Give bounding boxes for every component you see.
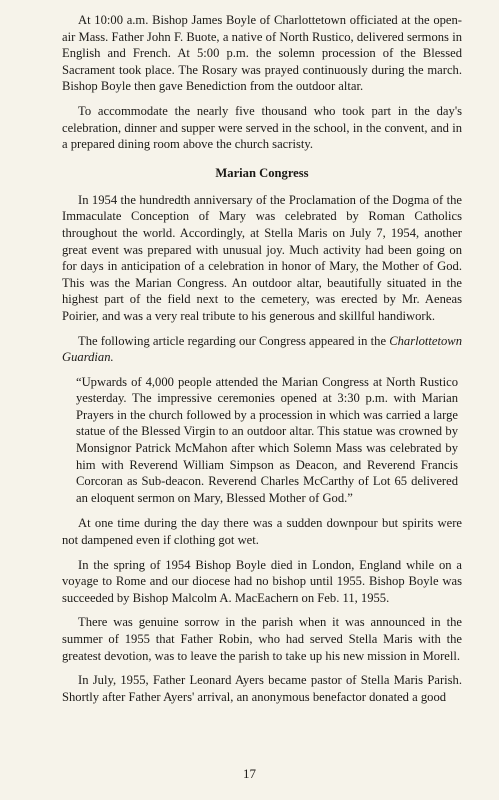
journal-title: Charlottetown Guardian. bbox=[62, 333, 462, 365]
article-intro-text: The following article regarding our Congress appeared in the bbox=[78, 333, 390, 348]
paragraph-downpour: At one time during the day there was a sudden downpour but spirits were not dampened even if clothing got wet. bbox=[62, 516, 462, 548]
body-text bbox=[62, 12, 462, 713]
paragraph-marian-congress: In 1954 the hundredth anniversary of the Proclamation of the Dogma of the Immaculate Conception of Mary was celebrated by Roman Catholics throughout the world. Accordingly, at Stella Maris on July 7, 1954, another great event was prepared with unusual joy. Much activity had been going on for days in anticipation of a celebration in honor of Mary, the Mother of God. This was the Marian Congress. An outdoor altar, beautifully situated in the highest part of the field next to the cemetery, was erected by Mr. Aeneas Poirier, and was a very real tribute to his generous and skillful handiwork. bbox=[62, 192, 462, 323]
section-heading: Marian Congress bbox=[215, 165, 309, 180]
page-number: 17 bbox=[243, 766, 256, 781]
paragraph-father-robin: There was genuine sorrow in the parish when it was announced in the summer of 1955 that Father Robin, who had served Stella Maris with the greatest devotion, was to leave the parish to take up his new mission in Morell. bbox=[62, 615, 462, 663]
paragraph-dinner: To accommodate the nearly five thousand who took part in the day's celebration, dinner and supper were served in the school, in the convent, and in a prepared dining room above the church sacristy. bbox=[62, 103, 462, 152]
paragraph-father-ayers: In July, 1955, Father Leonard Ayers became pastor of Stella Maris Parish. Shortly after Father Ayers' arrival, an anonymous benefactor donated a good bbox=[62, 673, 462, 704]
block-quote bbox=[62, 374, 462, 507]
paragraph-article-intro bbox=[62, 333, 462, 366]
paragraph-bishop-boyle: In the spring of 1954 Bishop Boyle died in London, England while on a voyage to Rome and our diocese had no bishop until 1955. Bishop Boyle was succeeded by Bishop Malcolm A. MacEachern on Feb. 11, 1955. bbox=[62, 557, 462, 605]
paragraph-open-air-mass: At 10:00 a.m. Bishop James Boyle of Charlottetown officiated at the open-air Mass. Father John F. Buote, a native of North Rustico, delivered sermons in English and French. At 5:00 p.m. the solemn procession of the Blessed Sacrament took place. The Rosary was prayed continuously during the march. Bishop Boyle then gave Benediction from the outdoor altar. bbox=[62, 13, 462, 94]
quote-text: “Upwards of 4,000 people attended the Marian Congress at North Rustico yesterday. The impressive ceremonies opened at 3:30 p.m. with Marian Prayers in the church followed by a procession in which was carried a large statue of the Blessed Virgin to an outdoor altar. This statue was crowned by Monsignor Patrick McMahon after which Solemn Mass was celebrated by him with Reverend William Simpson as Deacon, and Reverend Francis Corcoran as Sub-deacon. Reverend Charles McCarthy of Lot 65 delivered an eloquent sermon on Mary, Blessed Mother of God.” bbox=[76, 374, 458, 505]
